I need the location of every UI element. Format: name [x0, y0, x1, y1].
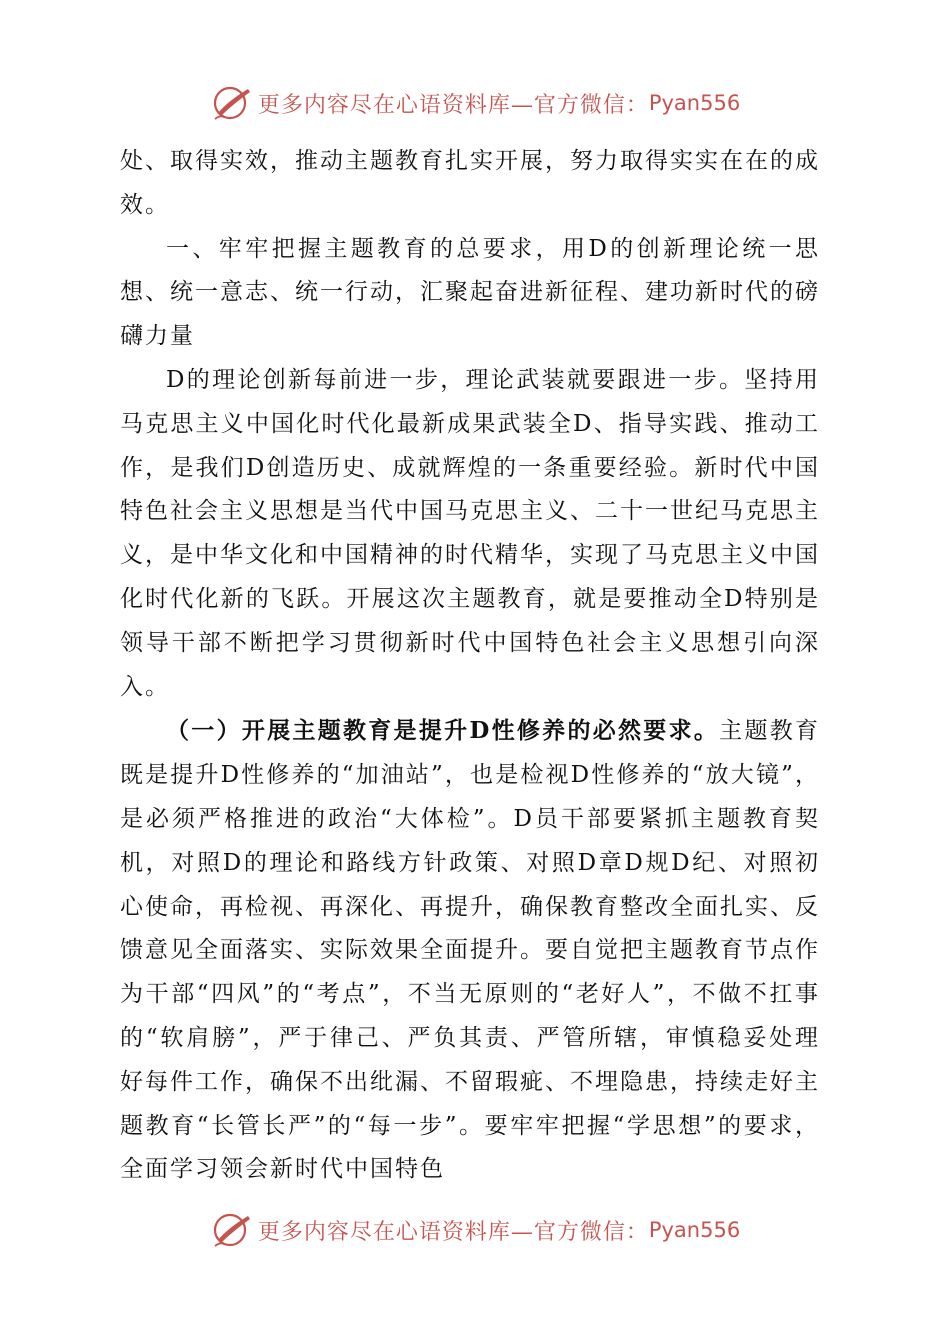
paragraph-body: D的理论创新每前进一步，理论武装就要跟进一步。坚持用马克思主义中国化时代化最新成果武装全D、指导实践、推动工作，是我们D创造历史、成就辉煌的一条重要经验。新时代中国特色社会主义思想是当代中国马克思主义、二十一世纪马克思主义，是中华文化和中国精神的时代精华，实现了马克思主义中国化时代化新的飞跃。开展这次主题教育，就是要推动全D特别是领导干部不断把学习贯彻新时代中国特色社会主义思想引向深入。 — [120, 366, 820, 700]
header-watermark — [0, 78, 950, 128]
paragraph-continuation: 处、取得实效，推动主题教育扎实开展，努力取得实实在在的成效。 — [120, 148, 820, 218]
watermark-handle: Pyan556 — [648, 91, 741, 115]
watermark-text: 更多内容尽在心语资料库—官方微信： — [257, 92, 649, 118]
subsection-lead: （一）开展主题教育是提升D性修养的必然要求。 — [166, 717, 720, 745]
watermark-text: 更多内容尽在心语资料库—官方微信： — [257, 1219, 649, 1245]
watermark-handle: Pyan556 — [648, 1218, 741, 1242]
document-body — [120, 140, 820, 1192]
section-heading: 一、牢牢把握主题教育的总要求，用D的创新理论统一思想、统一意志、统一行动，汇聚起奋进新征程、建功新时代的磅礴力量 — [120, 235, 820, 350]
paragraph-subsection — [120, 709, 820, 1192]
footer-watermark — [0, 1205, 950, 1255]
subsection-text: 主题教育既是提升D性修养的“加油站”，也是检视D性修养的“放大镜”，是必须严格推进的政治“大体检”。D员干部要紧抓主题教育契机，对照D的理论和路线方针政策、对照D章D规D纪、对照初心使命，再检视、再深化、再提升，确保教育整改全面扎实、反馈意见全面落实、实际效果全面提升。要自觉把主题教育节点作为干部“四风”的“考点”，不当无原则的“老好人”，不做不扛事的“软肩膀”，严于律己、严负其责、严管所辖，审慎稳妥处理好每件工作，确保不出纰漏、不留瑕疵、不埋隐患，持续走好主题教育“长管长严”的“每一步”。要牢牢把握“学思想”的要求，全面学习领会新时代中国特色 — [120, 718, 821, 1183]
pen-logo-icon — [210, 1210, 254, 1250]
pen-logo-icon — [210, 83, 254, 123]
